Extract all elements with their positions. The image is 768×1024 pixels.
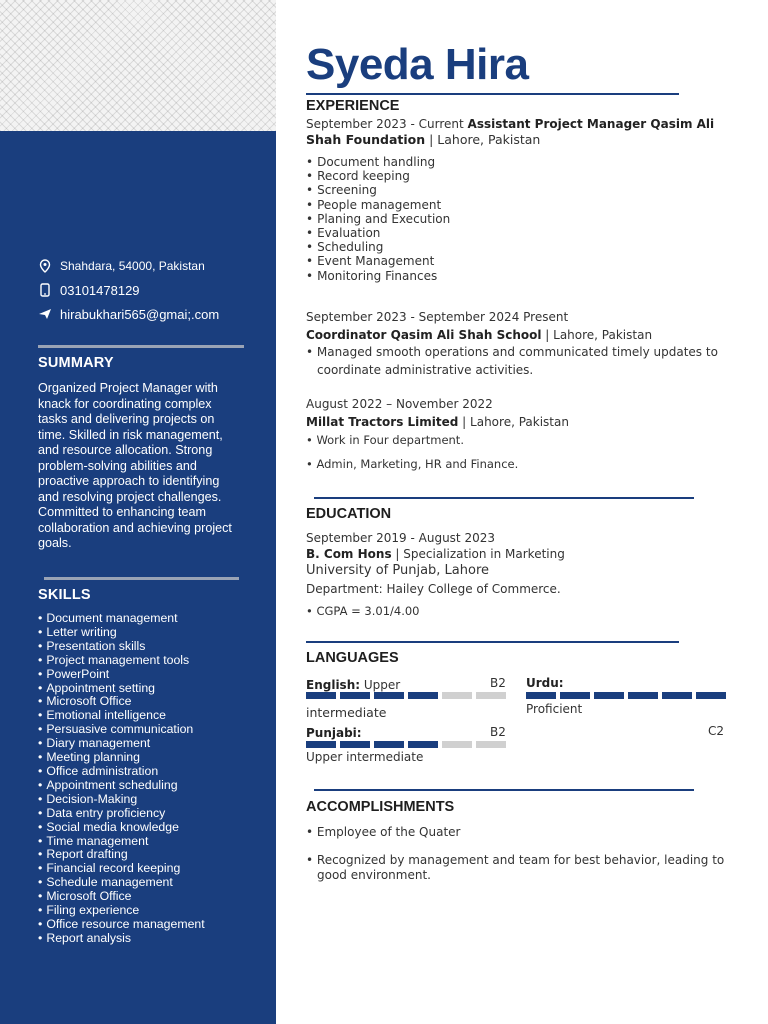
summary-line: knack for coordinating complex [38, 396, 212, 411]
section-divider [314, 789, 694, 791]
job3-dates: August 2022 – November 2022 [306, 397, 493, 411]
proficiency-segment [340, 692, 370, 699]
languages-heading: LANGUAGES [306, 650, 399, 666]
proficiency-segment [476, 692, 506, 699]
job2-bullet: • Managed smooth operations and communicated timely updates to [306, 345, 718, 359]
urdu-proficiency-bar [526, 692, 726, 699]
summary-line: problem-solving abilities and [38, 458, 197, 473]
proficiency-segment [696, 692, 726, 699]
english-code: B2 [490, 676, 506, 690]
skill-item: • Social media knowledge [38, 821, 268, 835]
job1-location: | Lahore, Pakistan [425, 132, 541, 147]
proficiency-segment [476, 741, 506, 748]
proficiency-segment [340, 741, 370, 748]
duty-item: • Monitoring Finances [306, 269, 450, 283]
duty-item: • Screening [306, 183, 450, 197]
education-cgpa: • CGPA = 3.01/4.00 [306, 604, 420, 618]
section-divider [314, 497, 694, 499]
email-text: hirabukhari565@gmai;.com [60, 306, 220, 322]
duty-item: • Planing and Execution [306, 212, 450, 226]
education-degree-line [306, 547, 565, 561]
skill-item: • Letter writing [38, 626, 268, 640]
duty-item: • People management [306, 198, 450, 212]
job1-line1 [306, 117, 714, 131]
education-university: University of Punjab, Lahore [306, 563, 490, 578]
skill-item: • Project management tools [38, 654, 268, 668]
urdu-name: Urdu: [526, 676, 564, 690]
proficiency-segment [408, 692, 438, 699]
urdu-level: Proficient [526, 702, 583, 716]
skills-list [38, 612, 268, 946]
proficiency-segment [442, 692, 472, 699]
job2-line [306, 328, 652, 342]
proficiency-segment [560, 692, 590, 699]
english-level: Upper [360, 678, 401, 692]
job3-location: | Lahore, Pakistan [458, 415, 569, 429]
address-text: Shahdara, 54000, Pakistan [60, 259, 205, 273]
job3-bullet-text: Admin, Marketing, HR and Finance. [316, 457, 519, 471]
sidebar-divider [38, 345, 244, 348]
experience-heading: EXPERIENCE [306, 98, 400, 114]
skill-item: • Schedule management [38, 876, 268, 890]
skill-item: • Decision-Making [38, 793, 268, 807]
summary-text [38, 381, 244, 552]
proficiency-segment [408, 741, 438, 748]
job2-bullet-text: Managed smooth operations and communicated timely updates to [316, 345, 718, 359]
english-label [306, 678, 400, 692]
summary-line: Organized Project Manager with [38, 381, 218, 395]
job2-title: Coordinator Qasim Ali Shah School [306, 328, 542, 342]
skills-heading: SKILLS [38, 587, 91, 603]
skill-item: • Report analysis [38, 932, 268, 946]
duty-item: • Scheduling [306, 240, 450, 254]
skill-item: • Appointment scheduling [38, 779, 268, 793]
skill-item: • Meeting planning [38, 751, 268, 765]
job3-bullet: • Admin, Marketing, HR and Finance. [306, 457, 519, 471]
skill-item: • Report drafting [38, 848, 268, 862]
accomplishment-text: Recognized by management and team for best behavior, leading to [316, 853, 725, 867]
summary-line: goals. [38, 536, 72, 550]
job1-line2 [306, 132, 540, 147]
location-pin-icon [38, 259, 52, 273]
sidebar [0, 131, 276, 1024]
proficiency-segment [628, 692, 658, 699]
punjabi-code: B2 [490, 725, 506, 739]
urdu-code: C2 [708, 724, 725, 738]
duty-item: • Event Management [306, 254, 450, 268]
job3-title: Millat Tractors Limited [306, 415, 459, 429]
punjabi-proficiency-bar [306, 741, 506, 748]
skill-item: • Diary management [38, 737, 268, 751]
skill-item: • Time management [38, 835, 268, 849]
english-proficiency-bar [306, 692, 506, 699]
proficiency-segment [526, 692, 556, 699]
accomplishment-item: • Employee of the Quater [306, 825, 461, 839]
proficiency-segment [306, 692, 336, 699]
duty-item: • Evaluation [306, 226, 450, 240]
proficiency-segment [306, 741, 336, 748]
proficiency-segment [374, 692, 404, 699]
sidebar-divider [44, 577, 239, 580]
skill-item: • Filing experience [38, 904, 268, 918]
skill-item: • Document management [38, 612, 268, 626]
summary-line: tasks and delivering projects on [38, 412, 215, 426]
education-dates: September 2019 - August 2023 [306, 531, 495, 545]
contact-phone [38, 278, 258, 302]
summary-line: and resolving project challenges. [38, 489, 222, 504]
contact-address [38, 254, 258, 278]
skill-item: • Office resource management [38, 918, 268, 932]
accomplishments-heading: ACCOMPLISHMENTS [306, 799, 455, 815]
duty-item: • Record keeping [306, 169, 450, 183]
accomplishment-item-cont: good environment. [317, 868, 431, 882]
punjabi-name: Punjabi: [306, 726, 362, 740]
job2-dates: September 2023 - September 2024 Present [306, 310, 569, 324]
skill-item: • Presentation skills [38, 640, 268, 654]
job1-org: Shah Foundation [306, 132, 426, 147]
decorative-pattern [0, 0, 276, 131]
english-level-cont: intermediate [306, 705, 387, 720]
skill-item: • Microsoft Office [38, 890, 268, 904]
education-department: Department: Hailey College of Commerce. [306, 582, 561, 596]
education-specialization: | Specialization in Marketing [391, 547, 565, 561]
candidate-name: Syeda Hira [306, 40, 529, 89]
send-icon [38, 307, 52, 321]
skill-item: • Persuasive communication [38, 723, 268, 737]
proficiency-segment [594, 692, 624, 699]
cgpa-text: CGPA = 3.01/4.00 [316, 604, 420, 618]
summary-line: time. Skilled in risk management, [38, 427, 223, 442]
proficiency-segment [374, 741, 404, 748]
summary-heading: SUMMARY [38, 355, 114, 371]
phone-icon [38, 283, 52, 297]
proficiency-segment [662, 692, 692, 699]
education-heading: EDUCATION [306, 506, 392, 522]
accomplishment-text: Employee of the Quater [316, 825, 461, 839]
job2-location: | Lahore, Pakistan [541, 328, 653, 342]
english-name: English: [306, 678, 361, 692]
skill-item: • Emotional intelligence [38, 709, 268, 723]
job2-bullet-cont: coordinate administrative activities. [317, 363, 534, 377]
section-divider [306, 641, 679, 643]
accomplishment-item: • Recognized by management and team for best behavior, leading to [306, 853, 725, 867]
phone-text: 03101478129 [60, 282, 140, 298]
skill-item: • PowerPoint [38, 668, 268, 682]
summary-line: Committed to enhancing team [38, 505, 207, 519]
job3-bullet: • Work in Four department. [306, 433, 464, 447]
proficiency-segment [442, 741, 472, 748]
duty-item: • Document handling [306, 155, 450, 169]
skill-item: • Appointment setting [38, 682, 268, 696]
education-degree: B. Com Hons [306, 547, 392, 561]
summary-line: and resource allocation. Strong [38, 443, 213, 457]
punjabi-label [306, 726, 362, 740]
job3-bullet-text: Work in Four department. [316, 433, 464, 447]
skill-item: • Office administration [38, 765, 268, 779]
contact-info [38, 254, 258, 326]
skill-item: • Microsoft Office [38, 695, 268, 709]
punjabi-level: Upper intermediate [306, 750, 424, 764]
summary-line: collaboration and achieving project [38, 520, 232, 535]
job1-title: Assistant Project Manager Qasim Ali [467, 117, 715, 131]
skill-item: • Financial record keeping [38, 862, 268, 876]
summary-line: proactive approach to identifying [38, 474, 220, 488]
job1-duties [306, 155, 450, 283]
job1-dates: September 2023 - Current [306, 117, 468, 131]
contact-email [38, 302, 258, 326]
urdu-label [526, 676, 564, 690]
skill-item: • Data entry proficiency [38, 807, 268, 821]
name-underline [306, 93, 679, 95]
job3-line [306, 415, 569, 429]
